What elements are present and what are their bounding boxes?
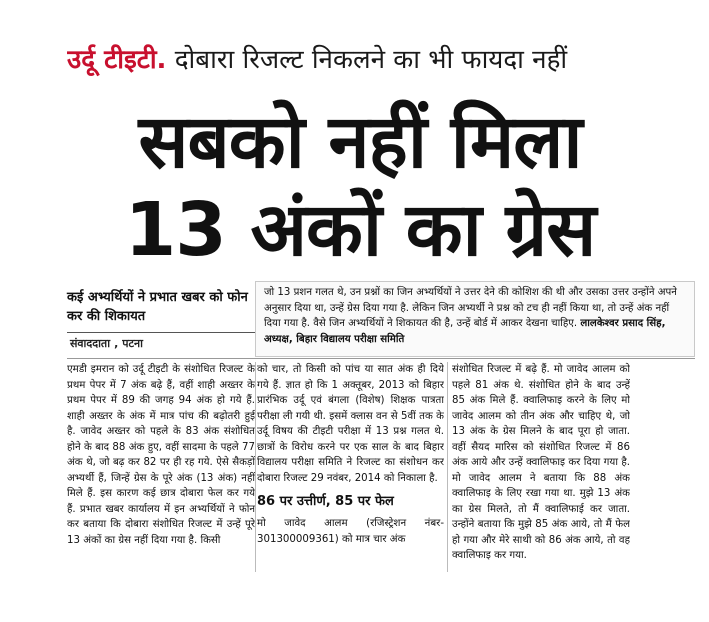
pull-quote-text: जो 13 प्रशन गलत थे, उन प्रश्नों का जिन अभ्यर्थियों ने उत्तर देने की कोशिश की थी और उसका उत्तर उन्होंने अपने अनुसार दिया था, उन्हें ग्रेस दिया गया है. लेकिन जिन अभ्यर्थी ने प्रश्न को टच ही नहीं किया था, तो उन्हें अंक नहीं दिया गया है. वैसे जिन अभ्यर्थियों ने शिकायत की है, उन्हें बोर्ड में आकर देखना चाहिए.: [264, 287, 677, 329]
subheadline: कई अभ्यर्थियों ने प्रभात खबर को फोन कर की शिकायत: [67, 290, 248, 324]
byline-place: पटना: [122, 337, 143, 350]
column-1-text: एमडी इमरान को उर्दू टीइटी के संशोधित रिजल्ट के प्रथम पेपर में 7 अंक बढ़े हैं, वहीं शाही अख्तर के प्रथम पेपर में 89 की जगह 94 अंक हो गये हैं. शाही अख्तर के अंक में मात्र पांच की बढ़ोतरी हुई है. जावेद अख्तर को पहले के 83 अंक संशोधित होने के बाद 88 अंक हुए, वहीं सादमा के पहले 77 अंक थे, जो बढ़ कर 82 पर ही रह गये. ऐसे सैकड़ों अभ्यर्थी हैं, जिन्हें ग्रेस के पूरे अंक (13 अंक) नहीं मिले हैं. इस कारण कई छात्र दोबारा फेल कर गये हैं. प्रभात खबर कार्यालय में इन अभ्यर्थियों ने फोन कर बताया कि दोबारा संशोधित रिजल्ट में उन्हें पूरे 13 अंकों का ग्रेस नहीं दिया गया है. किसी: [67, 364, 255, 546]
column-2-subhead: 86 पर उत्तीर्ण, 85 पर फेल: [257, 494, 394, 509]
column-2-text-after: मो जावेद आलम (रजिस्ट्रेशन नंबर- 301300009361) को मात्र चार अंक: [257, 518, 444, 545]
column-2-text: को चार, तो किसी को पांच या सात अंक ही दिये गये हैं. ज्ञात हो कि 1 अक्तूबर, 2013 को बिहार प्रारंभिक उर्दू एवं बंगला (विशेष) शिक्षक पात्रता परीक्षा ली गयी थी. इसमें क्लास वन से 5वीं तक के उर्दू विषय की टीइटी परीक्षा में 13 प्रश्न गलत थे. छात्रों के विरोध करने पर एक साल के बाद बिहार विद्यालय परीक्षा समिति ने रिजल्ट का संशोधन कर दोबारा रिजल्ट 29 नवंबर, 2014 को निकाला है.: [257, 364, 444, 484]
columns-top-divider: [67, 358, 695, 359]
subheadline-divider: [67, 332, 255, 333]
column-3-text: संशोधित रिजल्ट में बढ़े हैं. मो जावेद आलम को पहले 81 अंक थे. संशोधित होने के बाद उन्हें 85 अंक मिले हैं. क्वालिफाइ करने के लिए मो जावेद आलम को तीन अंक और चाहिए थे, जो 13 अंक के ग्रेस मिलने के बाद पूरा हो जाता. वहीं सैयद मारिस को संशोधित रिजल्ट में 86 अंक आये और उन्हें क्वालिफाइ कर दिया गया है. मो जावेद आलम ने बताया कि 88 अंक क्वालिफाइ के लिए रखा गया था. मुझे 13 अंक का ग्रेस मिलते, तो मैं क्वालिफाई कर जाता. उन्होंने बताया कि मुझे 85 अंक आये, तो मैं फेल हो गया और मेरे साथी को 86 अंक आये, तो वह क्वालिफाइ कर गया.: [452, 364, 630, 561]
article-column-1: [67, 362, 255, 584]
headline-line-2: 13 अंकों का ग्रेस: [124, 187, 596, 273]
pull-quote: [255, 281, 695, 357]
kicker-text: दोबारा रिजल्ट निकलने का भी फायदा नहीं: [166, 45, 568, 75]
column-divider-2: [447, 362, 448, 572]
byline-separator: ,: [114, 337, 119, 350]
kicker-line: [67, 38, 697, 82]
article-column-2: [257, 362, 444, 584]
pull-quote-attribution: लालकेश्वर प्रसाद सिंह, अध्यक्ष, बिहार विद्यालय परीक्षा समिति: [264, 318, 666, 345]
byline: [70, 336, 258, 352]
article-column-3: [452, 362, 630, 584]
column-divider-1: [255, 362, 256, 572]
headline-line-1: सबको नहीं मिला: [138, 99, 582, 185]
byline-reporter: संवाददाता: [70, 337, 111, 350]
kicker-tag: उर्दू टीइटी.: [67, 45, 167, 75]
